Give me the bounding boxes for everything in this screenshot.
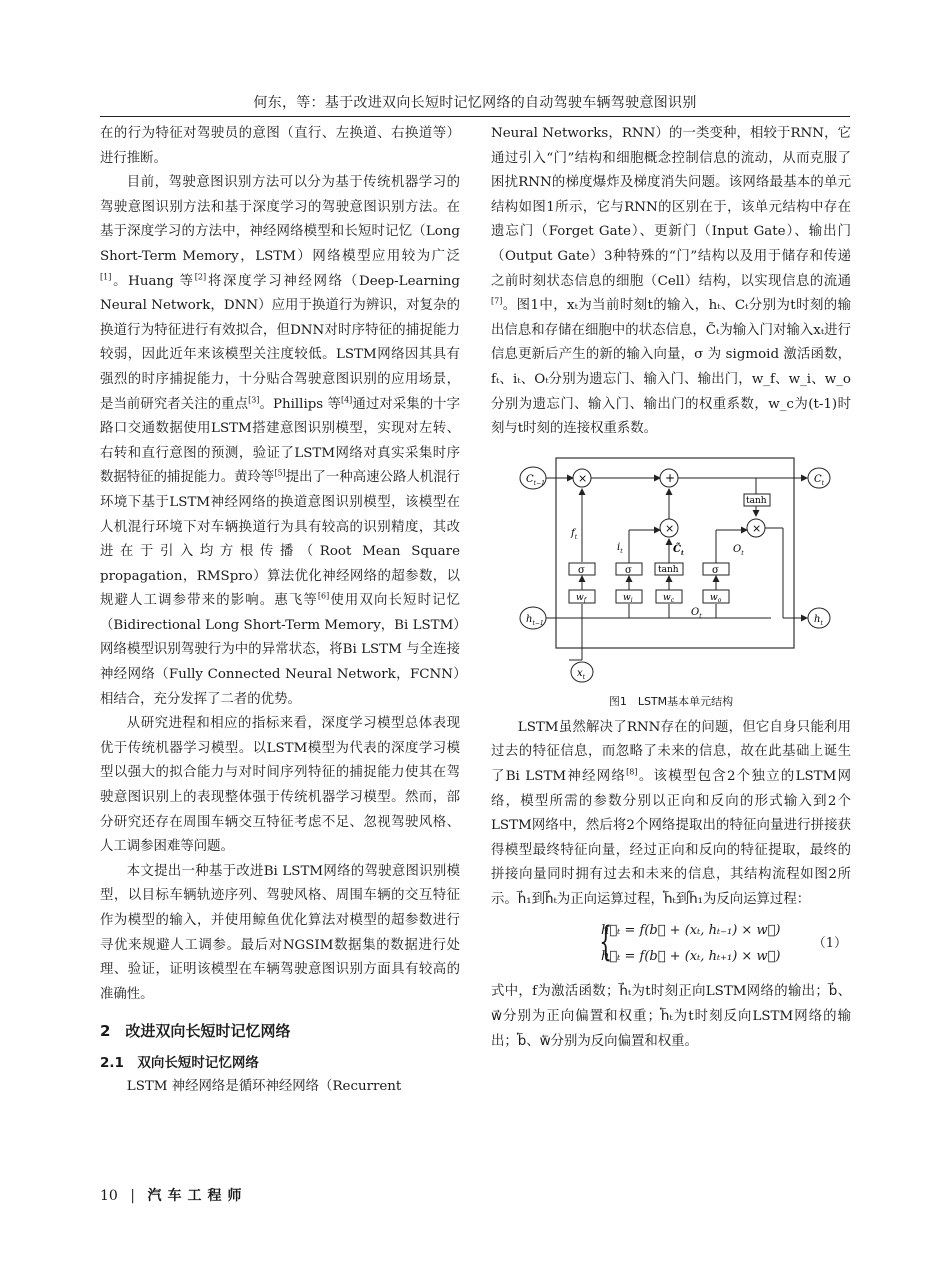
subsection-heading: 2.1 双向长短时记忆网络 [100,1055,259,1072]
ft-label: $f_t$ [571,527,578,541]
page-footer [100,1185,247,1209]
wf-label: $w_f$ [576,592,586,604]
footer-divider: | [130,1188,135,1204]
equation-1 [491,916,851,974]
wi-label: $w_i$ [623,592,633,604]
add-symbol: + [665,470,676,485]
citation[interactable]: [6] [317,591,330,601]
paragraph: Neural Networks，RNN）的一类变种，相较于RNN，它通过引入“门”结构和细胞概念控制信息的流动，从而克服了困扰RNN的梯度爆炸及梯度消失问题。该网络最基本的单元结构如图1所示，它与RNN的区别在于，该单元结构中存在遗忘门（Forget Gate）、更新门（Input Gate）、输出门（Output Gate）3种特殊的“门”结构以及用于储存和传递之前时刻状态信息的细胞（Cell）结构，以实现信息的流通[7]。图1中，xₜ为当前时刻t的输入，hₜ、Cₜ分别为t时刻的输出信息和存储在细胞中的状态信息，C̃ₜ为输入门对输入xₜ进行信息更新后产生的新的输入向量，σ 为 sigmoid 激活函数，fₜ、iₜ、Oₜ分别为遗忘门、输入门、输出门，w_f、w_i、w_o分别为遗忘门、输入门、输出门的权重系数，w_c为(t-1)时刻与t时刻的连接权重系数。 [491,126,851,437]
ot-line-label: $O_t$ [691,606,702,620]
header-rule [100,116,850,117]
sigma-label: σ [712,564,719,576]
paragraph: 在的行为特征对驾驶员的意图（直行、左换道、右换道等）进行推断。 [100,126,460,166]
paragraph: 目前，驾驶意图识别方法可以分为基于传统机器学习的驾驶意图识别方法和基于深度学习的驾驶意图识别方法。在基于深度学习的方法中，神经网络模型和长短时记忆（Long Short-Term Memory，LSTM）网络模型应用较为广泛[1]。Huang 等[2]将深度学习神经网络（Deep-Learning Neural Network，DNN）应用于换道行为辨识，对复杂的换道行为特征进行有效拟合，但DNN对时序特征的捕捉能力较弱，因此近年来该模型关注度较低。LSTM网络因其具有强烈的时序捕捉能力，十分贴合驾驶意图识别的应用场景，是当前研究者关注的重点[3]。Phillips 等[4]通过对采集的十字路口交通数据使用LSTM搭建意图识别模型，实现对左转、右转和直行意图的预测，验证了LSTM网络对真实采集时序数据特征的捕捉能力。黄玲等[5]提出了一种高速公路人机混行环境下基于LSTM神经网络的换道意图识别模型，该模型在人机混行环境下对车辆换道行为具有较高的识别精度，其改进在于引入均方根传播（Root Mean Square propagation，RMSpro）算法优化神经网络的超参数，以规避人工调参带来的影响。惠飞等[6]使用双向长短时记忆（Bidirectional Long Short-Term Memory，Bi LSTM）网络模型识别驾驶行为中的异常状态，将Bi LSTM 与全连接神经网络（Fully Connected Neural Network，FCNN）相结合，充分发挥了二者的优势。 [100,175,461,707]
tanh-label: tanh [658,564,679,575]
citation[interactable]: [4] [340,395,353,405]
section-heading: 2 改进双向长短时记忆网络 [100,1022,291,1041]
paragraph: 从研究进程和相应的指标来看，深度学习模型总体表现优于传统机器学习模型。以LSTM模型为代表的深度学习模型以强大的拟合能力与对时间序列特征的捕捉能力使其在驾驶意图识别上的表现整体强于传统机器学习模型。然而，部分研究还存在周围车辆交互特征考虑不足、忽视驾驶风格、人工调参困难等问题。 [100,716,460,855]
h-prev-label: $h_{t-1}$ [526,613,544,627]
equation-brace: { [599,919,613,966]
sigma-label: σ [625,564,632,576]
equation-line-forward: h⃗ₜ = f(b⃗ + (xₜ, hₜ₋₁) × w⃗) [601,923,781,939]
lstm-figure [501,450,841,690]
lstm-diagram [501,450,841,690]
paragraph: LSTM 神经网络是循环神经网络（Recurrent [126,1079,402,1095]
c-prev-label: $C_{t-1}$ [526,473,545,487]
sigma-label: σ [578,564,585,576]
citation[interactable]: [3] [248,395,260,405]
figure-caption: 图1 LSTM基本单元结构 [608,694,734,708]
wc-label: $w_c$ [663,592,675,604]
journal-name: 汽车工程师 [147,1188,248,1204]
citation[interactable]: [7] [491,296,503,306]
paragraph: 本文提出一种基于改进Bi LSTM网络的驾驶意图识别模型，以目标车辆轨迹序列、驾驶风格、周围车辆的交互特征作为模型的输入，并使用鲸鱼优化算法对模型的超参数进行寻优来规避人工调参。最后对NGSIM数据集的数据进行处理、验证，证明该模型在车辆驾驶意图识别方面具有较高的准确性。 [100,863,460,1002]
multiply-symbol: × [752,521,762,535]
page-number: 10 [100,1188,118,1204]
citation[interactable]: [1] [100,272,112,282]
citation[interactable]: [2] [194,272,207,282]
tanh-label: tanh [746,495,767,506]
ot-label: $O_t$ [733,543,744,557]
it-label: $i_t$ [617,541,623,555]
paragraph: LSTM虽然解决了RNN存在的问题，但它自身只能利用过去的特征信息，而忽略了未来的信息，故在此基础上诞生了Bi LSTM神经网络[8]。该模型包含2个独立的LSTM网络，模型所需的参数分别以正向和反向的形式输入到2个LSTM网络中，然后将2个网络提取出的特征向量进行拼接获得模型最终特征向量，经过正向和反向的特征提取，最终的拼接向量同时拥有过去和未来的信息，其结构流程如图2所示。h⃗₁到h⃗ₜ为正向运算过程，h⃖ₜ到h⃖₁为反向运算过程： [491,719,851,907]
right-column [491,122,851,1054]
wo-label: $w_o$ [710,592,722,604]
running-header: 何东，等：基于改进双向长短时记忆网络的自动驾驶车辆驾驶意图识别 [253,95,697,111]
multiply-symbol: × [578,471,588,485]
citation[interactable]: [5] [274,468,286,478]
equation-line-backward: h⃖ₜ = f(b⃖ + (xₜ, hₜ₊₁) × w⃖) [601,949,781,965]
multiply-symbol: × [665,521,675,535]
c-cur-label: $C_t$ [814,473,825,487]
paragraph: 式中，f为激活函数；h⃗ₜ为t时刻正向LSTM网络的输出；b⃗、w⃗分别为正向偏置和权重；h⃖ₜ为t时刻反向LSTM网络的输出；b⃖、w⃖分别为反向偏置和权重。 [491,984,851,1049]
x-label: $x_t$ [577,667,586,681]
left-column [100,122,460,1100]
ctilde-label: $C̃_t$ [673,543,684,557]
equation-number: （1） [812,936,847,952]
citation[interactable]: [8] [626,767,638,777]
h-cur-label: $h_t$ [814,613,823,627]
